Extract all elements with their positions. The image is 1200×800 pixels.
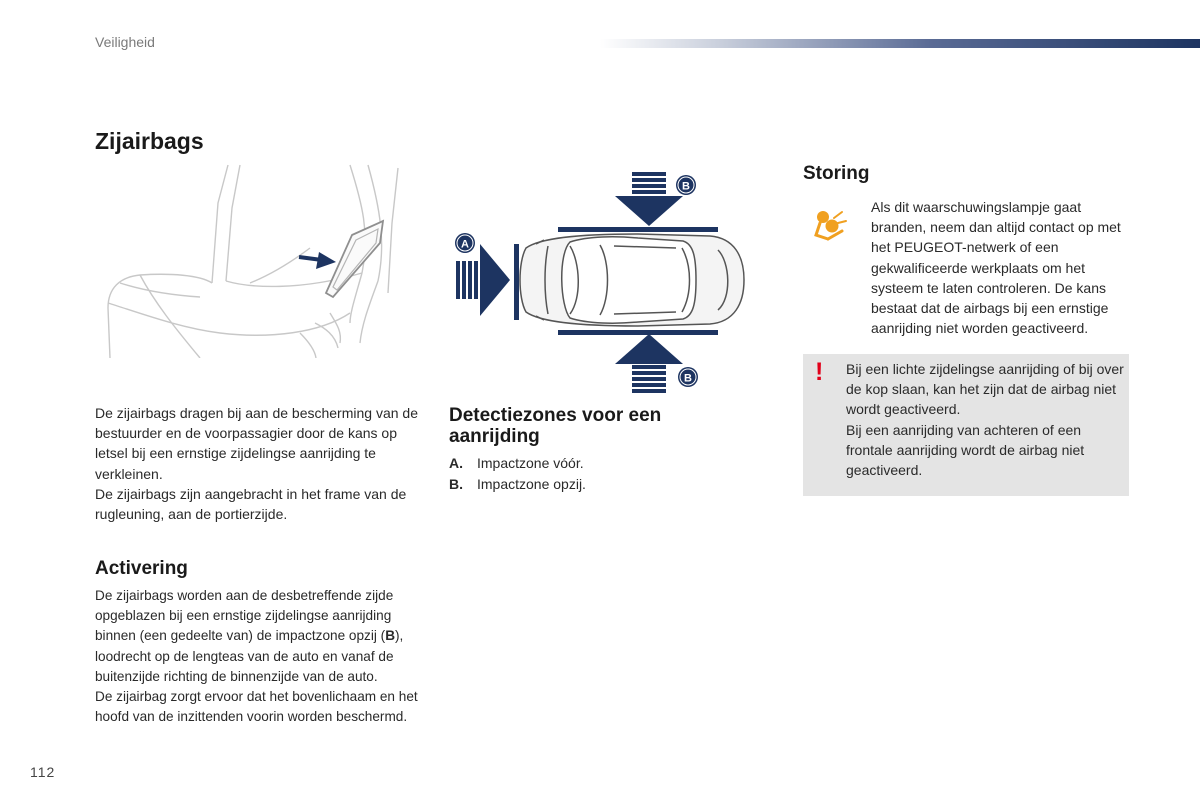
zones-legend: [449, 453, 586, 494]
zone-key: A.: [449, 455, 463, 471]
front-zone-bar: [514, 244, 519, 320]
label-b-bottom: B: [684, 372, 692, 385]
notice-paragraph-1: Bij een lichte zijdelingse aanrijding of bij over de kop slaan, kan het zijn dat de airbag niet wordt geactiveerd.: [846, 361, 1124, 418]
intro-text: [95, 403, 425, 524]
zone-description: Impactzone opzij.: [477, 475, 586, 492]
impact-arrow-front: [456, 244, 510, 316]
car-impact-zones-diagram: [448, 166, 755, 398]
impact-arrow-side-bottom: [615, 334, 683, 393]
notice-paragraph-2: Bij een aanrijding van achteren of een frontale aanrijding wordt de airbag niet geactiveerd.: [846, 421, 1085, 479]
exclamation-icon: !: [815, 358, 824, 386]
page-number: 112: [30, 764, 56, 780]
label-b-bottom-badge: [678, 367, 698, 387]
label-a-badge: [455, 233, 475, 253]
notice-text: [846, 359, 1126, 480]
label-a: A: [461, 238, 469, 251]
side-zone-bar-bottom: [558, 330, 718, 335]
label-b-top: B: [682, 180, 690, 193]
storing-heading: Storing: [803, 163, 870, 184]
zone-b-reference: B: [385, 628, 396, 644]
activering-paragraph-1: De zijairbags worden aan de desbetreffende zijde opgeblazen bij een ernstige zijdelingse aanrijding binnen (een gedeelte van) de impactzone opzij (B), loodrecht op de lengteas van de auto en vanaf de buitenzijde richting de binnenzijde van de auto.: [95, 588, 404, 684]
activering-paragraph-2: De zijairbag zorgt ervoor dat het bovenlichaam en het hoofd van de inzittenden voorin worden beschermd.: [95, 689, 418, 725]
impact-arrow-side-top: [615, 172, 683, 226]
header-gradient-bar: [600, 39, 1200, 48]
label-b-top-badge: [676, 175, 696, 195]
car-top-view: [520, 234, 744, 326]
activering-text: [95, 586, 425, 727]
zones-heading: Detectiezones voor een aanrijding: [449, 405, 662, 447]
intro-paragraph-2: De zijairbags zijn aangebracht in het frame van de rugleuning, aan de portierzijde.: [95, 485, 407, 523]
activering-heading: Activering: [95, 558, 188, 579]
zone-key: B.: [449, 475, 463, 492]
intro-paragraph-1: De zijairbags dragen bij aan de bescherming van de bestuurder en de voorpassagier door de kans op letsel bij een ernstige zijdelingse aanrijding te verkleinen.: [95, 405, 418, 482]
zones-legend-item-a: [449, 453, 586, 474]
side-zone-bar-top: [558, 227, 718, 232]
storing-warning-text: Als dit waarschuwingslampje gaat branden, neem dan altijd contact op met het PEUGEOT-netwerk of een gekwalificeerde werkplaats om het systeem te laten controleren. De kans bestaat dat de airbags bij een ernstige aanrijding niet worden geactiveerd.: [871, 199, 1121, 337]
seat-side-airbag-illustration: [100, 163, 405, 358]
zones-legend-item-b: [449, 474, 586, 495]
zone-description: Impactzone vóór.: [477, 455, 584, 471]
airbag-warning-icon: [812, 207, 852, 243]
page-title: Zijairbags: [95, 128, 204, 154]
section-label: Veiligheid: [95, 34, 155, 50]
